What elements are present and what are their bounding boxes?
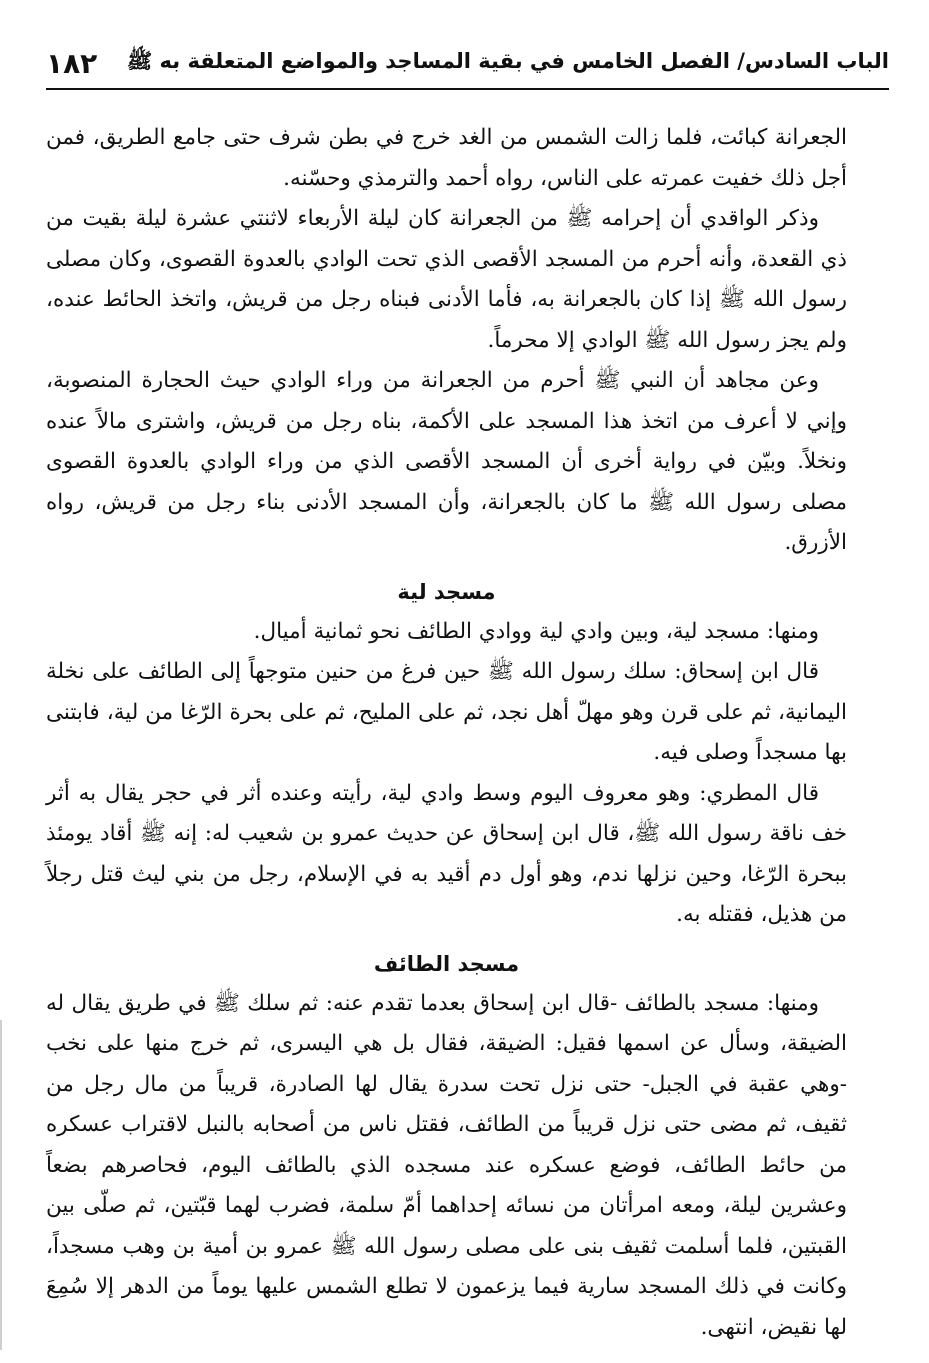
scan-margin-line xyxy=(0,1020,2,1350)
paragraph-intro-1: الجعرانة كبائت، فلما زالت الشمس من الغد خرج في بطن شرف حتى جامع الطريق، فمن أجل ذلك خفيت عمرته على الناس، رواه أحمد والترمذي وحسّنه. xyxy=(46,125,847,191)
paragraph-taif-1: ومنها: مسجد بالطائف -قال ابن إسحاق بعدما تقدم عنه: ثم سلك ﷺ في طريق يقال له الضيقة، وسأل عن اسمها فقيل: الضيقة، فقال بل هي اليسرى، ثم خرج منها على نخب -وهي عقبة في الجبل- حتى نزل تحت سدرة يقال لها الصادرة، قريباً من مال رجل من ثقيف، ثم مضى حتى نزل قريباً من الطائف، فقتل ناس من أصحابه بالنبل لاقتراب عسكره من حائط الطائف، فوضع عسكره عند مسجده الذي بالطائف اليوم، فحاصرهم بضعاً وعشرين ليلة، ومعه امرأتان من نسائه إحداهما أمّ سلمة، فضرب لهما قبّتين، ثم صلّى بين القبتين، فلما أسلمت ثقيف بنى على مصلى رسول الله ﷺ عمرو بن أمية بن وهب مسجداً، وكانت في ذلك المسجد سارية فيما يزعمون لا تطلع الشمس عليها يوماً من الدهر إلا سُمِعَ لها نقيض، انتهى. xyxy=(46,990,847,1340)
paragraph-liya-3: قال المطري: وهو معروف اليوم وسط وادي لية، رأيته وعنده أثر في حجر يقال به أثر خف ناقة رسول الله ﷺ، قال ابن إسحاق عن حديث عمرو بن شعيب له: إنه ﷺ أقاد يومئذ ببحرة الرّغا، وحين نزلها ندم، وهو أول دم أقيد به في الإسلام، رجل من بني ليث قتل رجلاً من هذيل، فقتله به. xyxy=(46,780,847,927)
section-heading-taif: مسجد الطائف xyxy=(373,951,520,976)
paragraph-intro-3: وعن مجاهد أن النبي ﷺ أحرم من الجعرانة من وراء الوادي حيث الحجارة المنصوبة، وإني لا أعرف من اتخذ هذا المسجد على الأكمة، بناه رجل من قريش، واشترى مالاً عنده ونخلاً. وبيّن في رواية أخرى أن المسجد الأقصى الذي من وراء الوادي بالعدوة القصوى مصلى رسول الله ﷺ ما كان بالجعرانة، وأن المسجد الأدنى بناء رجل من قريش، رواه الأزرق. xyxy=(46,368,847,555)
page-body xyxy=(46,118,847,1348)
page-number: ١٨٢ xyxy=(46,46,98,80)
page-header xyxy=(46,38,889,90)
paragraph-liya-2: قال ابن إسحاق: سلك رسول الله ﷺ حين فرغ من حنين متوجهاً إلى الطائف على نخلة اليمانية، ثم على قرن وهو مهلّ أهل نجد، ثم على المليح، ثم على بحرة الرّغا من لية، فابتنى بها مسجداً وصلى فيه. xyxy=(46,659,847,765)
section-heading-liya: مسجد لية xyxy=(397,579,496,604)
running-head: الباب السادس/ الفصل الخامس في بقية المساجد والمواضع المتعلقة به ﷺ xyxy=(126,48,889,73)
paragraph-liya-1: ومنها: مسجد لية، وبين وادي لية ووادي الطائف نحو ثمانية أميال. xyxy=(253,618,819,644)
paragraph-intro-2: وذكر الواقدي أن إحرامه ﷺ من الجعرانة كان ليلة الأربعاء لاثنتي عشرة ليلة بقيت من ذي القعدة، وأنه أحرم من المسجد الأقصى الذي تحت الوادي بالعدوة القصوى، وكان مصلى رسول الله ﷺ إذا كان بالجعرانة به، فأما الأدنى فبناه رجل من قريش، واتخذ الحائط عنده، ولم يجز رسول الله ﷺ الوادي إلا محرماً. xyxy=(46,206,847,353)
